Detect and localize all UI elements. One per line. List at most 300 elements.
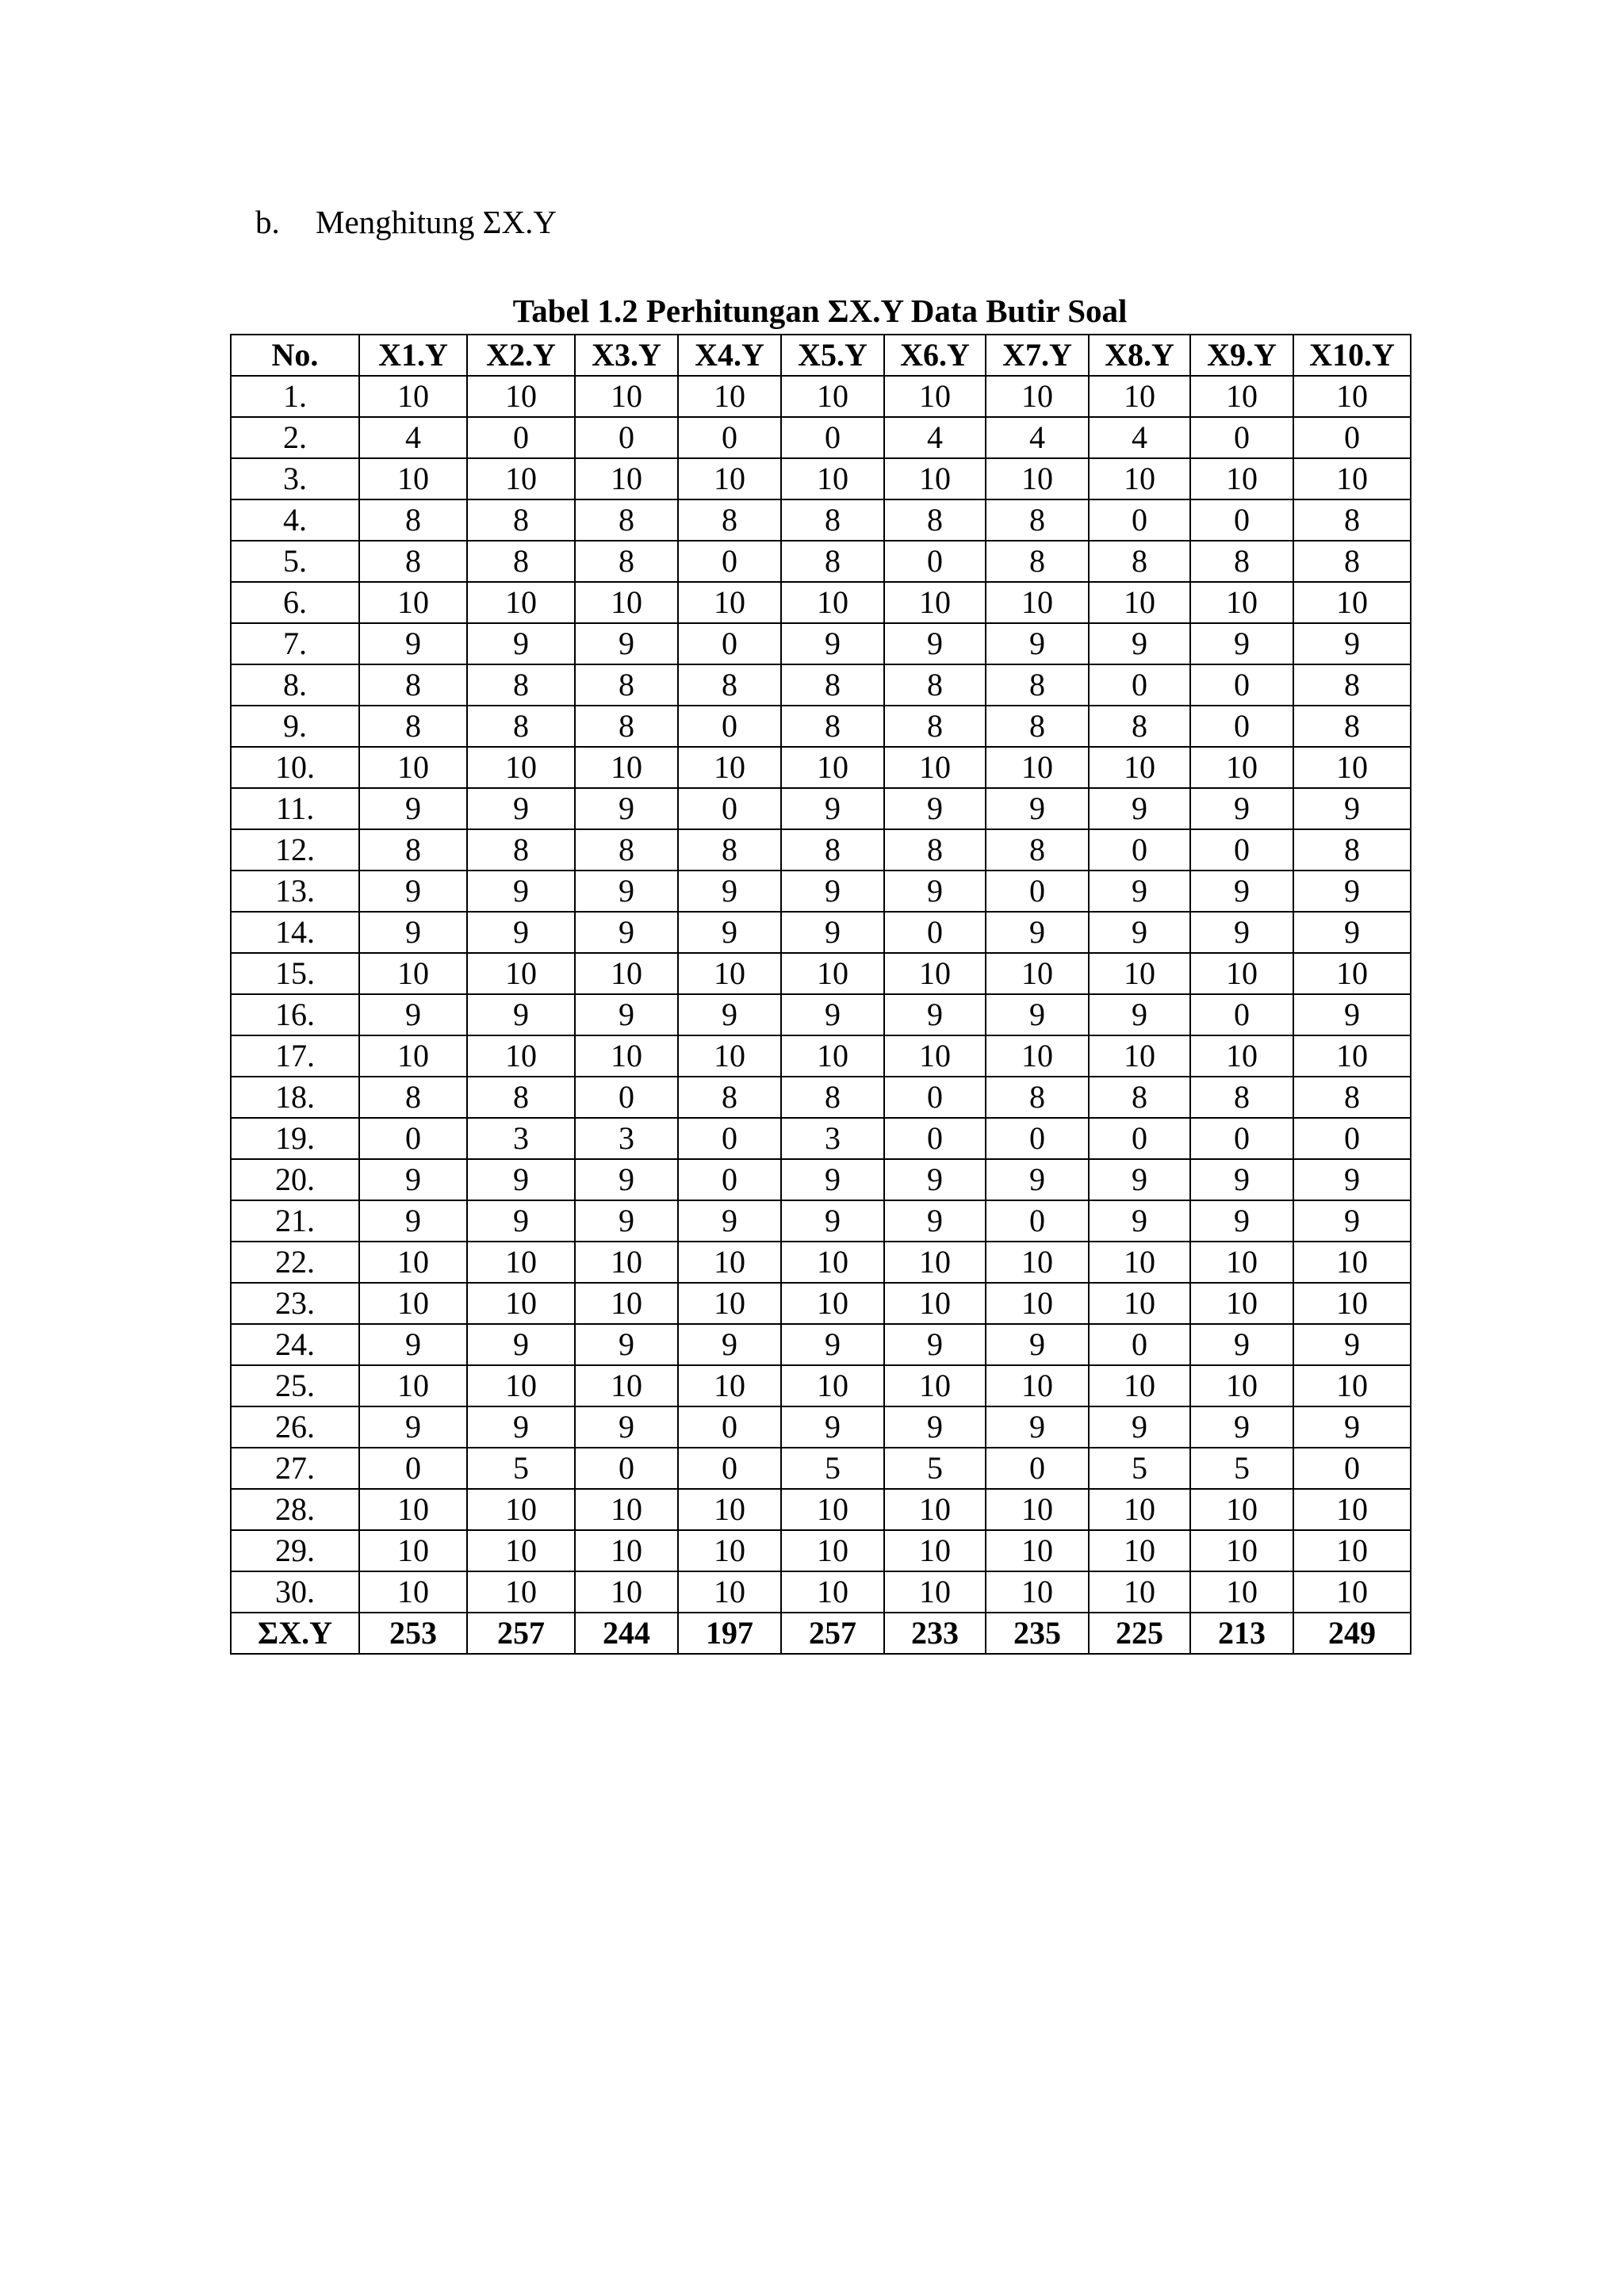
- table-cell: 10: [359, 376, 467, 417]
- table-cell: 10: [986, 1530, 1089, 1571]
- column-header: X10.Y: [1293, 335, 1411, 376]
- table-row: [231, 788, 1411, 829]
- table-row: [231, 417, 1411, 458]
- column-header: X3.Y: [575, 335, 678, 376]
- table-cell: 10: [781, 953, 884, 994]
- table-cell: 10: [359, 582, 467, 623]
- table-cell: 10: [1089, 376, 1190, 417]
- table-cell: 10: [575, 458, 678, 499]
- table-row: [231, 499, 1411, 541]
- table-cell: 0: [359, 1448, 467, 1489]
- table-cell: 10: [781, 1242, 884, 1283]
- table-cell: 10: [1089, 1283, 1190, 1324]
- table-cell: 9: [1190, 1324, 1293, 1365]
- table-row: [231, 1200, 1411, 1242]
- row-number-cell: 12.: [231, 829, 359, 871]
- column-header: X7.Y: [986, 335, 1089, 376]
- table-cell: 9: [1293, 1324, 1411, 1365]
- table-cell: 8: [781, 829, 884, 871]
- table-cell: 10: [359, 953, 467, 994]
- table-cell: 8: [986, 664, 1089, 706]
- total-cell: 225: [1089, 1613, 1190, 1654]
- table-cell: 10: [1089, 582, 1190, 623]
- table-cell: 0: [1293, 1448, 1411, 1489]
- table-cell: 10: [678, 376, 781, 417]
- table-cell: 4: [1089, 417, 1190, 458]
- table-cell: 10: [359, 1571, 467, 1613]
- table-cell: 8: [1293, 1077, 1411, 1118]
- table-cell: 8: [359, 664, 467, 706]
- table-cell: 10: [1190, 1242, 1293, 1283]
- table-cell: 9: [467, 623, 575, 664]
- table-cell: 8: [884, 829, 986, 871]
- table-cell: 10: [986, 458, 1089, 499]
- table-cell: 10: [1293, 376, 1411, 417]
- table-cell: 10: [781, 1489, 884, 1530]
- column-header: X2.Y: [467, 335, 575, 376]
- table-cell: 10: [359, 1365, 467, 1406]
- total-cell: 213: [1190, 1613, 1293, 1654]
- table-row: [231, 1365, 1411, 1406]
- row-number-cell: 2.: [231, 417, 359, 458]
- table-cell: 10: [884, 1571, 986, 1613]
- table-cell: 0: [1293, 417, 1411, 458]
- table-cell: 8: [884, 499, 986, 541]
- table-cell: 9: [1190, 1406, 1293, 1448]
- row-number-cell: 3.: [231, 458, 359, 499]
- table-cell: 10: [1293, 1035, 1411, 1077]
- table-cell: 0: [678, 788, 781, 829]
- table-cell: 8: [781, 664, 884, 706]
- table-cell: 10: [986, 376, 1089, 417]
- table-cell: 9: [467, 994, 575, 1035]
- row-number-cell: 22.: [231, 1242, 359, 1283]
- table-cell: 9: [986, 912, 1089, 953]
- table-cell: 10: [575, 376, 678, 417]
- table-cell: 10: [467, 1571, 575, 1613]
- table-cell: 9: [359, 623, 467, 664]
- table-cell: 10: [359, 458, 467, 499]
- table-cell: 8: [1089, 1077, 1190, 1118]
- table-cell: 10: [884, 582, 986, 623]
- table-cell: 9: [678, 994, 781, 1035]
- table-cell: 10: [678, 1489, 781, 1530]
- table-cell: 5: [1190, 1448, 1293, 1489]
- column-header-no: No.: [231, 335, 359, 376]
- row-number-cell: 7.: [231, 623, 359, 664]
- table-cell: 0: [1190, 664, 1293, 706]
- table-cell: 9: [575, 871, 678, 912]
- table-cell: 0: [678, 623, 781, 664]
- table-cell: 0: [678, 1118, 781, 1159]
- table-cell: 10: [1089, 1365, 1190, 1406]
- table-cell: 10: [1293, 1530, 1411, 1571]
- table-cell: 0: [1190, 1118, 1293, 1159]
- table-cell: 10: [678, 1571, 781, 1613]
- table-row: [231, 623, 1411, 664]
- total-cell: 257: [467, 1613, 575, 1654]
- table-cell: 10: [986, 582, 1089, 623]
- table-cell: 10: [1293, 953, 1411, 994]
- table-cell: 3: [575, 1118, 678, 1159]
- table-cell: 0: [1190, 499, 1293, 541]
- table-cell: 10: [1089, 1242, 1190, 1283]
- table-cell: 9: [575, 1406, 678, 1448]
- totals-row: [231, 1613, 1411, 1654]
- table-cell: 9: [986, 1324, 1089, 1365]
- table-cell: 8: [986, 829, 1089, 871]
- table-cell: 9: [575, 1324, 678, 1365]
- table-cell: 9: [781, 994, 884, 1035]
- row-number-cell: 28.: [231, 1489, 359, 1530]
- section-marker: b.: [255, 204, 280, 240]
- table-cell: 9: [884, 994, 986, 1035]
- table-cell: 8: [1190, 541, 1293, 582]
- table-cell: 8: [678, 829, 781, 871]
- table-cell: 0: [986, 1448, 1089, 1489]
- table-cell: 10: [781, 1283, 884, 1324]
- total-cell: 244: [575, 1613, 678, 1654]
- table-row: [231, 912, 1411, 953]
- table-cell: 8: [986, 541, 1089, 582]
- table-cell: 10: [781, 1530, 884, 1571]
- table-cell: 8: [359, 829, 467, 871]
- table-cell: 8: [1293, 829, 1411, 871]
- table-row: [231, 1118, 1411, 1159]
- table-cell: 8: [781, 499, 884, 541]
- table-cell: 10: [986, 1035, 1089, 1077]
- table-cell: 8: [575, 499, 678, 541]
- table-cell: 0: [678, 541, 781, 582]
- table-cell: 10: [575, 1365, 678, 1406]
- table-cell: 3: [467, 1118, 575, 1159]
- table-cell: 0: [678, 417, 781, 458]
- table-cell: 10: [575, 1283, 678, 1324]
- table-cell: 10: [1089, 1035, 1190, 1077]
- row-number-cell: 26.: [231, 1406, 359, 1448]
- table-cell: 10: [359, 1283, 467, 1324]
- table-cell: 10: [986, 1365, 1089, 1406]
- table-cell: 9: [467, 912, 575, 953]
- table-cell: 9: [781, 912, 884, 953]
- table-cell: 10: [986, 1242, 1089, 1283]
- table-cell: 10: [781, 458, 884, 499]
- row-number-cell: 9.: [231, 706, 359, 747]
- table-cell: 8: [781, 541, 884, 582]
- table-cell: 10: [1190, 747, 1293, 788]
- table-cell: 10: [1089, 1530, 1190, 1571]
- table-cell: 10: [678, 1283, 781, 1324]
- table-cell: 8: [1089, 706, 1190, 747]
- table-cell: 9: [678, 912, 781, 953]
- table-cell: 10: [575, 582, 678, 623]
- table-cell: 9: [986, 623, 1089, 664]
- table-cell: 10: [575, 953, 678, 994]
- table-cell: 10: [575, 1035, 678, 1077]
- table-row: [231, 1077, 1411, 1118]
- table-cell: 0: [1190, 706, 1293, 747]
- table-row: [231, 1571, 1411, 1613]
- table-cell: 9: [1293, 871, 1411, 912]
- total-cell: 233: [884, 1613, 986, 1654]
- table-row: [231, 1283, 1411, 1324]
- table-cell: 8: [1293, 499, 1411, 541]
- table-cell: 8: [359, 1077, 467, 1118]
- table-cell: 0: [678, 1159, 781, 1200]
- table-cell: 10: [359, 1242, 467, 1283]
- table-cell: 10: [884, 1530, 986, 1571]
- table-cell: 9: [678, 1324, 781, 1365]
- column-header: X6.Y: [884, 335, 986, 376]
- table-cell: 8: [359, 541, 467, 582]
- table-cell: 8: [467, 706, 575, 747]
- table-cell: 10: [1190, 1365, 1293, 1406]
- table-cell: 9: [781, 623, 884, 664]
- table-cell: 4: [884, 417, 986, 458]
- table-cell: 10: [1190, 1489, 1293, 1530]
- table-cell: 10: [467, 376, 575, 417]
- table-cell: 0: [986, 1200, 1089, 1242]
- table-cell: 8: [575, 706, 678, 747]
- table-cell: 9: [884, 871, 986, 912]
- table-footer: [231, 1613, 1411, 1654]
- table-cell: 10: [1089, 1489, 1190, 1530]
- table-cell: 0: [359, 1118, 467, 1159]
- table-cell: 0: [678, 1406, 781, 1448]
- section-title: Menghitung ΣX.Y: [316, 204, 557, 240]
- table-cell: 0: [1190, 829, 1293, 871]
- row-number-cell: 27.: [231, 1448, 359, 1489]
- row-number-cell: 8.: [231, 664, 359, 706]
- table-cell: 0: [678, 1448, 781, 1489]
- table-cell: 10: [1190, 1530, 1293, 1571]
- table-cell: 9: [359, 788, 467, 829]
- table-cell: 10: [781, 1035, 884, 1077]
- table-cell: 8: [781, 706, 884, 747]
- row-number-cell: 24.: [231, 1324, 359, 1365]
- table-cell: 9: [1089, 788, 1190, 829]
- table-row: [231, 953, 1411, 994]
- table-cell: 10: [467, 1489, 575, 1530]
- row-number-cell: 5.: [231, 541, 359, 582]
- table-cell: 0: [1293, 1118, 1411, 1159]
- table-cell: 9: [678, 871, 781, 912]
- table-cell: 10: [359, 1530, 467, 1571]
- table-cell: 9: [1293, 1406, 1411, 1448]
- table-cell: 8: [1293, 541, 1411, 582]
- table-cell: 9: [986, 788, 1089, 829]
- table-cell: 9: [1089, 994, 1190, 1035]
- table-cell: 10: [467, 1242, 575, 1283]
- table-cell: 8: [359, 499, 467, 541]
- table-cell: 10: [575, 1530, 678, 1571]
- row-number-cell: 20.: [231, 1159, 359, 1200]
- table-cell: 10: [1293, 458, 1411, 499]
- table-cell: 9: [884, 788, 986, 829]
- table-cell: 9: [781, 1159, 884, 1200]
- row-number-cell: 25.: [231, 1365, 359, 1406]
- table-cell: 10: [1089, 747, 1190, 788]
- table-cell: 8: [986, 1077, 1089, 1118]
- table-cell: 10: [1190, 582, 1293, 623]
- table-cell: 5: [467, 1448, 575, 1489]
- total-cell: 249: [1293, 1613, 1411, 1654]
- total-cell: 235: [986, 1613, 1089, 1654]
- table-cell: 0: [678, 706, 781, 747]
- table-row: [231, 994, 1411, 1035]
- table-cell: 10: [884, 376, 986, 417]
- data-table: [230, 334, 1411, 1655]
- table-row: [231, 582, 1411, 623]
- table-cell: 0: [884, 1077, 986, 1118]
- table-cell: 10: [467, 1283, 575, 1324]
- table-cell: 4: [986, 417, 1089, 458]
- table-cell: 10: [359, 1035, 467, 1077]
- table-row: [231, 1242, 1411, 1283]
- table-cell: 0: [1089, 829, 1190, 871]
- table-cell: 10: [986, 953, 1089, 994]
- table-cell: 9: [884, 1200, 986, 1242]
- table-cell: 9: [884, 1406, 986, 1448]
- table-cell: 10: [1293, 1571, 1411, 1613]
- table-cell: 10: [884, 1242, 986, 1283]
- table-cell: 9: [1293, 623, 1411, 664]
- table-row: [231, 664, 1411, 706]
- table-cell: 10: [678, 953, 781, 994]
- table-cell: 10: [467, 458, 575, 499]
- totals-label: ΣX.Y: [231, 1613, 359, 1654]
- table-cell: 10: [467, 953, 575, 994]
- table-cell: 0: [986, 871, 1089, 912]
- table-cell: 0: [575, 1448, 678, 1489]
- table-cell: 10: [781, 1365, 884, 1406]
- row-number-cell: 23.: [231, 1283, 359, 1324]
- table-cell: 8: [678, 1077, 781, 1118]
- table-cell: 9: [575, 623, 678, 664]
- table-cell: 3: [781, 1118, 884, 1159]
- table-cell: 9: [678, 1200, 781, 1242]
- table-cell: 4: [359, 417, 467, 458]
- table-cell: 9: [884, 1159, 986, 1200]
- row-number-cell: 21.: [231, 1200, 359, 1242]
- table-cell: 10: [986, 747, 1089, 788]
- table-cell: 10: [1089, 953, 1190, 994]
- column-header: X8.Y: [1089, 335, 1190, 376]
- table-cell: 10: [1190, 953, 1293, 994]
- table-cell: 9: [359, 1324, 467, 1365]
- table-cell: 10: [884, 1489, 986, 1530]
- table-cell: 10: [678, 582, 781, 623]
- table-cell: 5: [1089, 1448, 1190, 1489]
- table-cell: 0: [1089, 499, 1190, 541]
- table-cell: 9: [575, 1159, 678, 1200]
- table-row: [231, 747, 1411, 788]
- table-row: [231, 1530, 1411, 1571]
- table-cell: 9: [1293, 994, 1411, 1035]
- table-cell: 8: [467, 829, 575, 871]
- total-cell: 197: [678, 1613, 781, 1654]
- table-cell: 9: [467, 1159, 575, 1200]
- table-cell: 0: [1089, 1118, 1190, 1159]
- table-cell: 10: [781, 747, 884, 788]
- table-cell: 10: [678, 747, 781, 788]
- table-cell: 10: [1190, 1283, 1293, 1324]
- table-cell: 8: [467, 541, 575, 582]
- table-cell: 5: [781, 1448, 884, 1489]
- table-cell: 8: [678, 499, 781, 541]
- table-row: [231, 1159, 1411, 1200]
- table-cell: 8: [1293, 706, 1411, 747]
- table-cell: 10: [884, 953, 986, 994]
- table-row: [231, 1406, 1411, 1448]
- table-cell: 9: [359, 871, 467, 912]
- table-cell: 9: [467, 1406, 575, 1448]
- table-cell: 9: [1190, 912, 1293, 953]
- table-cell: 9: [1089, 1200, 1190, 1242]
- table-cell: 0: [467, 417, 575, 458]
- table-cell: 0: [1089, 1324, 1190, 1365]
- table-cell: 8: [1190, 1077, 1293, 1118]
- table-cell: 9: [1293, 1200, 1411, 1242]
- table-cell: 10: [986, 1489, 1089, 1530]
- row-number-cell: 4.: [231, 499, 359, 541]
- table-cell: 9: [781, 788, 884, 829]
- table-cell: 10: [884, 458, 986, 499]
- table-cell: 9: [1089, 1406, 1190, 1448]
- table-cell: 8: [1293, 664, 1411, 706]
- table-cell: 8: [781, 1077, 884, 1118]
- table-cell: 9: [467, 871, 575, 912]
- table-cell: 9: [884, 1324, 986, 1365]
- table-cell: 0: [884, 541, 986, 582]
- table-cell: 9: [359, 1159, 467, 1200]
- table-row: [231, 706, 1411, 747]
- header-row: [231, 335, 1411, 376]
- table-cell: 9: [467, 1200, 575, 1242]
- table-cell: 9: [575, 788, 678, 829]
- table-body: [231, 376, 1411, 1613]
- table-cell: 9: [986, 1406, 1089, 1448]
- row-number-cell: 16.: [231, 994, 359, 1035]
- table-cell: 9: [467, 788, 575, 829]
- table-cell: 0: [781, 417, 884, 458]
- total-cell: 253: [359, 1613, 467, 1654]
- table-cell: 9: [781, 871, 884, 912]
- table-cell: 0: [1190, 417, 1293, 458]
- table-cell: 0: [884, 1118, 986, 1159]
- table-cell: 9: [1089, 623, 1190, 664]
- table-row: [231, 829, 1411, 871]
- row-number-cell: 19.: [231, 1118, 359, 1159]
- row-number-cell: 15.: [231, 953, 359, 994]
- table-header: [231, 335, 1411, 376]
- table-cell: 10: [1089, 1571, 1190, 1613]
- table-cell: 0: [1190, 994, 1293, 1035]
- table-cell: 10: [678, 1035, 781, 1077]
- table-cell: 9: [1190, 1159, 1293, 1200]
- total-cell: 257: [781, 1613, 884, 1654]
- table-cell: 9: [781, 1200, 884, 1242]
- row-number-cell: 6.: [231, 582, 359, 623]
- table-cell: 9: [1089, 1159, 1190, 1200]
- row-number-cell: 17.: [231, 1035, 359, 1077]
- table-cell: 9: [575, 994, 678, 1035]
- row-number-cell: 30.: [231, 1571, 359, 1613]
- table-cell: 10: [575, 1489, 678, 1530]
- table-cell: 9: [1293, 1159, 1411, 1200]
- table-cell: 10: [1293, 1283, 1411, 1324]
- table-cell: 9: [986, 1159, 1089, 1200]
